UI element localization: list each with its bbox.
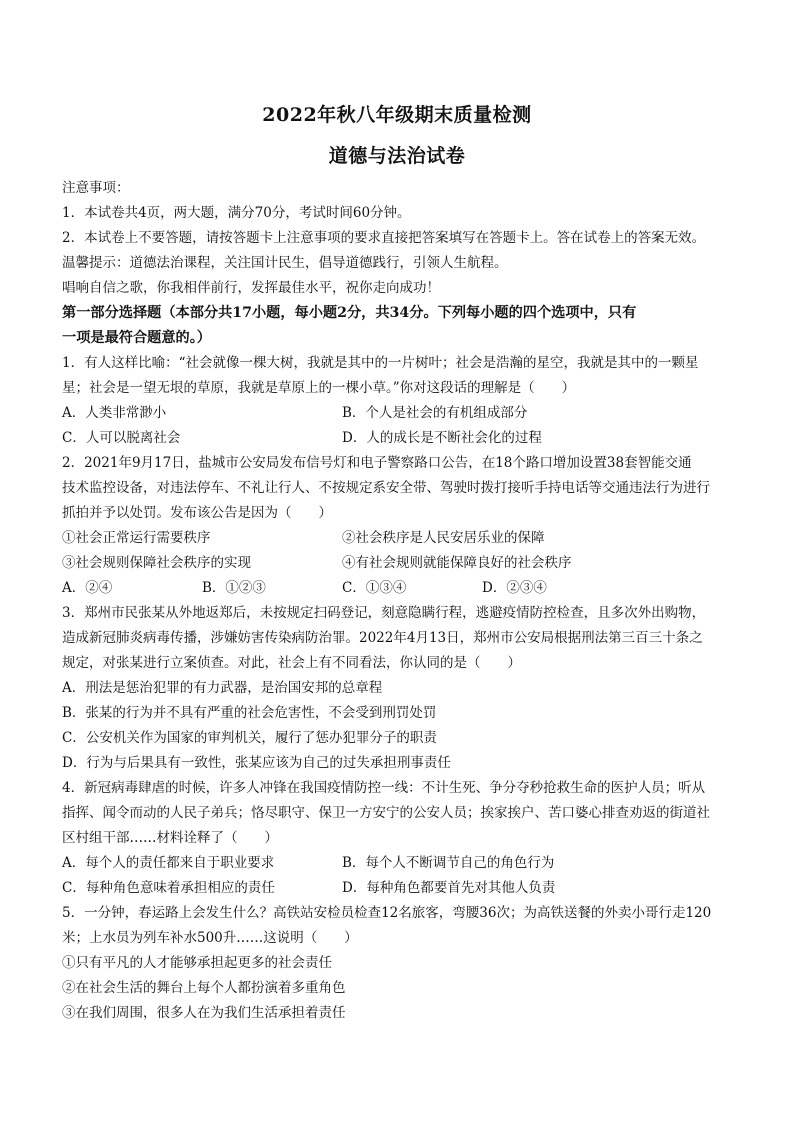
option-a: A．人类非常渺小 <box>62 405 167 421</box>
question-stem: 2．2021年9月17日，盐城市公安局发布信号灯和电子警察路口公告，在18个路口增加设置38套智能交通 <box>62 455 692 471</box>
statements-row <box>62 526 738 551</box>
exam-title: 2022年秋八年级期末质量检测 <box>262 104 532 126</box>
options-row <box>62 851 738 876</box>
note-item: 2．本试卷上不要答题，请按答题卡上注意事项的要求直接把答案填写在答题卡上。答在试卷上的答案无效。 <box>62 230 706 246</box>
option-a: A．刑法是惩治犯罪的有力武器，是治国安邦的总章程 <box>62 680 383 696</box>
option-a: A．②④ <box>62 580 113 596</box>
option-d: D．每种角色都要首先对其他人负责 <box>342 880 556 896</box>
options-row <box>62 401 738 426</box>
statement-3: ③在我们周围，很多人在为我们生活承担着责任 <box>62 1005 346 1021</box>
options-row <box>62 876 738 901</box>
motto-text: 唱响自信之歌，你我相伴前行，发挥最佳水平，祝你走向成功！ <box>62 280 440 296</box>
option-d: D．②③④ <box>482 580 547 596</box>
section-heading: 一项是最符合题意的。） <box>62 330 211 346</box>
option-c: C．公安机关作为国家的审判机关，履行了惩办犯罪分子的职责 <box>62 730 437 746</box>
statement-1: ①社会正常运行需要秩序 <box>62 530 211 546</box>
question-stem: 技术监控设备，对违法停车、不礼让行人、不按规定系安全带、驾驶时拨打接听手持电话等交通违法行为进行 <box>62 480 710 496</box>
section-heading: 第一部分选择题（本部分共17小题，每小题2分，共34分。下列每小题的四个选项中，只有 <box>62 305 637 321</box>
option-c: C．每种角色意味着承担相应的责任 <box>62 880 275 896</box>
question-stem: 4．新冠病毒肆虐的时候，许多人冲锋在我国疫情防控一线：不计生死、争分夺秒抢救生命的医护人员；听从 <box>62 780 706 796</box>
question-stem: 造成新冠肺炎病毒传播，涉嫌妨害传染病防治罪。2022年4月13日，郑州市公安局根据刑法第三百三十条之 <box>62 630 703 646</box>
question-stem: 指挥、闻令而动的人民子弟兵；恪尽职守、保卫一方安宁的公安人员；挨家挨户、苦口婆心排查劝返的街道社 <box>62 805 710 821</box>
reminder-text: 温馨提示：道德法治课程，关注国计民生，倡导道德践行，引领人生航程。 <box>62 255 508 271</box>
question-stem: 米；上水员为列车补水500升……这说明（ ） <box>62 930 358 946</box>
options-row <box>62 426 738 451</box>
option-b: B．①②③ <box>202 580 266 596</box>
question-stem: 规定，对张某进行立案侦查。对此，社会上有不同看法，你认同的是（ ） <box>62 655 521 671</box>
statement-2: ②社会秩序是人民安居乐业的保障 <box>342 530 545 546</box>
note-item: 1．本试卷共4页，两大题，满分70分，考试时间60分钟。 <box>62 205 411 221</box>
statement-4: ④有社会规则就能保障良好的社会秩序 <box>342 555 572 571</box>
question-stem: 抓拍并予以处罚。发布该公告是因为（ ） <box>62 505 332 521</box>
exam-subtitle: 道德与法治试卷 <box>328 145 466 167</box>
option-c: C．人可以脱离社会 <box>62 430 181 446</box>
statements-row <box>62 551 738 576</box>
option-c: C．①③④ <box>342 580 407 596</box>
option-b: B．个人是社会的有机组成部分 <box>342 405 528 421</box>
option-a: A．每个人的责任都来自于职业要求 <box>62 855 275 871</box>
option-d: D．人的成长是不断社会化的过程 <box>342 430 542 446</box>
options-row <box>62 576 738 601</box>
question-stem: 5．一分钟，春运路上会发生什么？高铁站安检员检查12名旅客，弯腰36次；为高铁送餐的外卖小哥行走120 <box>62 905 712 921</box>
question-stem: 区村组干部……材料诠释了（ ） <box>62 830 278 846</box>
exam-body <box>62 176 738 1026</box>
option-d: D．行为与后果具有一致性，张某应该为自己的过失承担刑事责任 <box>62 755 451 771</box>
option-b: B．张某的行为并不具有严重的社会危害性，不会受到刑罚处罚 <box>62 705 437 721</box>
statement-3: ③社会规则保障社会秩序的实现 <box>62 555 251 571</box>
question-stem: 3．郑州市民张某从外地返郑后，未按规定扫码登记，刻意隐瞒行程，逃避疫情防控检查，且多次外出购物， <box>62 605 706 621</box>
question-stem: 星；社会是一望无垠的草原，我就是草原上的一棵小草。”你对这段话的理解是（ ） <box>62 380 576 396</box>
question-stem: 1．有人这样比喻：“社会就像一棵大树，我就是其中的一片树叶；社会是浩瀚的星空，我就是其中的一颗星 <box>62 355 699 371</box>
notes-heading: 注意事项： <box>62 180 130 196</box>
statement-1: ①只有平凡的人才能够承担起更多的社会责任 <box>62 955 332 971</box>
statement-2: ②在社会生活的舞台上每个人都扮演着多重角色 <box>62 980 346 996</box>
option-b: B．每个人不断调节自己的角色行为 <box>342 855 555 871</box>
